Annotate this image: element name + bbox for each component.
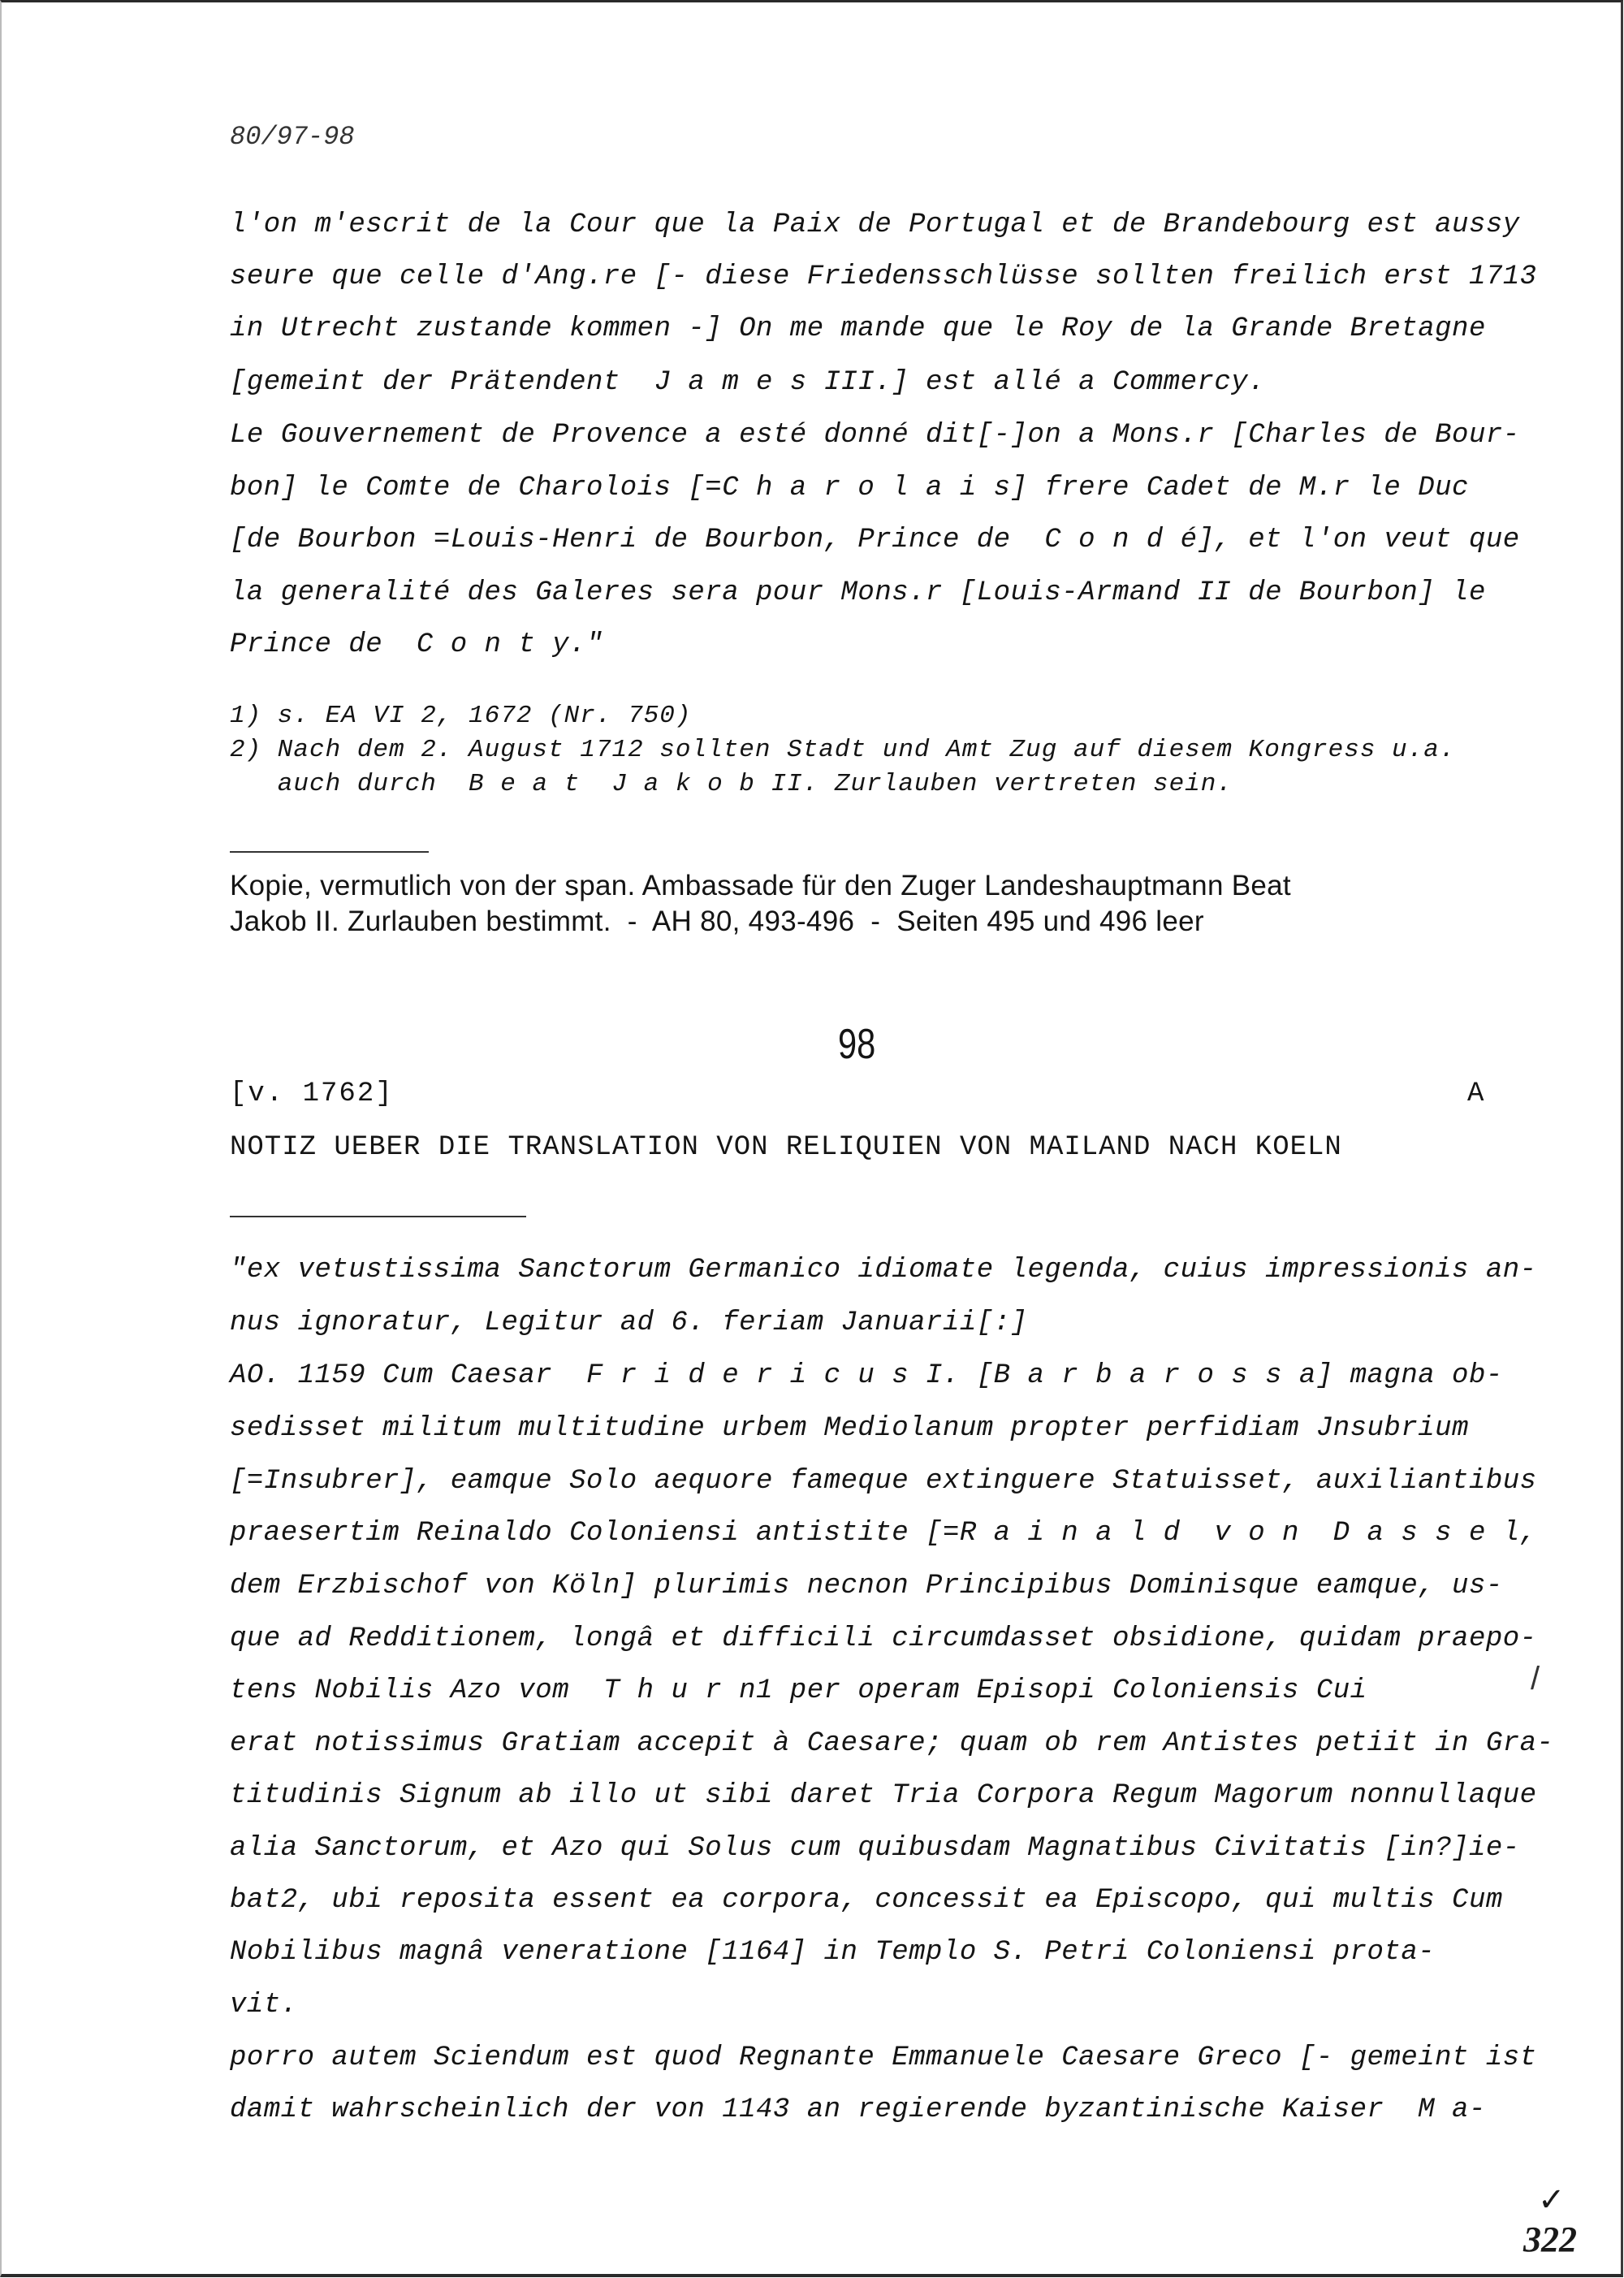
doc98-line: tens Nobilis Azo vom T h u r n1 per operam Episopi Coloniensis Cui: [230, 1675, 1367, 1706]
footnote-2: 2) Nach dem 2. August 1712 sollten Stadt und Amt Zug auf diesem Kongress u.a.: [230, 736, 1456, 764]
document-date: [v. 1762]: [230, 1078, 394, 1109]
doc97-line: seure que celle d'Ang.re [- diese Friedensschlüsse sollten freilich erst 1713: [230, 262, 1537, 292]
doc98-line: porro autem Sciendum est quod Regnante Emmanuele Caesare Greco [- gemeint ist: [230, 2042, 1537, 2073]
doc97-line: [gemeint der Prätendent J a m e s III.] est allé a Commercy.: [230, 367, 1266, 398]
doc98-line: titudinis Signum ab illo ut sibi daret Tria Corpora Regum Magorum nonnullaque: [230, 1780, 1537, 1811]
doc98-line: sedisset militum multitudine urbem Mediolanum propter perfidiam Jnsubrium: [230, 1413, 1469, 1444]
doc97-line: in Utrecht zustande kommen -] On me mande que le Roy de la Grande Bretagne: [230, 313, 1486, 344]
source-line: Kopie, vermutlich von der span. Ambassade für den Zuger Landeshauptmann Beat: [230, 870, 1291, 901]
footnote-2-cont: auch durch B e a t J a k o b II. Zurlauben vertreten sein.: [230, 770, 1233, 798]
doc97-line: Prince de C o n t y.": [230, 629, 603, 660]
doc98-line: que ad Redditionem, longâ et difficili circumdasset obsidione, quidam praepo-: [230, 1623, 1537, 1654]
doc98-line: erat notissimus Gratiam accepit à Caesare; quam ob rem Antistes petiit in Gra-: [230, 1728, 1554, 1759]
doc97-line: [de Bourbon =Louis-Henri de Bourbon, Prince de C o n d é], et l'on veut que: [230, 525, 1520, 555]
doc97-line: bon] le Comte de Charolois [=C h a r o l a i s] frere Cadet de M.r le Duc: [230, 473, 1469, 504]
doc98-line: damit wahrscheinlich der von 1143 an regierende byzantinische Kaiser M a-: [230, 2094, 1486, 2125]
doc97-line: Le Gouvernement de Provence a esté donné dit[-]on a Mons.r [Charles de Bour-: [230, 420, 1520, 451]
source-line: Jakob II. Zurlauben bestimmt. - AH 80, 493-496 - Seiten 495 und 496 leer: [230, 906, 1204, 937]
footnote-1: 1) s. EA VI 2, 1672 (Nr. 750): [230, 702, 692, 730]
doc98-line: bat2, ubi reposita essent ea corpora, concessit ea Episcopo, qui multis Cum: [230, 1885, 1503, 1916]
handwritten-page-number: 322: [1523, 2220, 1577, 2259]
divider-short: [230, 851, 429, 853]
document-number: 98: [838, 1021, 876, 1068]
doc97-line: l'on m'escrit de la Cour que la Paix de Portugal et de Brandebourg est aussy: [230, 210, 1520, 240]
page-reference: 80/97-98: [230, 122, 355, 152]
margin-slash-mark: /: [1531, 1661, 1540, 1697]
document-type-letter: A: [1467, 1078, 1486, 1109]
divider-title: [230, 1216, 526, 1217]
check-mark-icon: ✓: [1538, 2182, 1566, 2218]
doc98-line: alia Sanctorum, et Azo qui Solus cum quibusdam Magnatibus Civitatis [in?]ie-: [230, 1833, 1520, 1864]
doc97-line: la generalité des Galeres sera pour Mons.r [Louis-Armand II de Bourbon] le: [230, 577, 1486, 608]
document-title: NOTIZ UEBER DIE TRANSLATION VON RELIQUIEN VON MAILAND NACH KOELN: [230, 1132, 1342, 1163]
doc98-line: Nobilibus magnâ veneratione [1164] in Templo S. Petri Coloniensi prota-: [230, 1937, 1436, 1968]
doc98-line: [=Insubrer], eamque Solo aequore fameque extinguere Statuisset, auxiliantibus: [230, 1466, 1537, 1497]
doc98-line: nus ignoratur, Legitur ad 6. feriam Januarii[:]: [230, 1308, 1028, 1338]
doc98-line: AO. 1159 Cum Caesar F r i d e r i c u s I. [B a r b a r o s s a] magna ob-: [230, 1360, 1503, 1391]
doc98-line: dem Erzbischof von Köln] plurimis necnon Principibus Dominisque eamque, us-: [230, 1571, 1503, 1602]
doc98-line: praesertim Reinaldo Coloniensi antistite [=R a i n a l d v o n D a s s e l,: [230, 1518, 1537, 1549]
doc98-line: vit.: [230, 1990, 298, 2021]
doc98-line: "ex vetustissima Sanctorum Germanico idiomate legenda, cuius impressionis an-: [230, 1255, 1537, 1286]
